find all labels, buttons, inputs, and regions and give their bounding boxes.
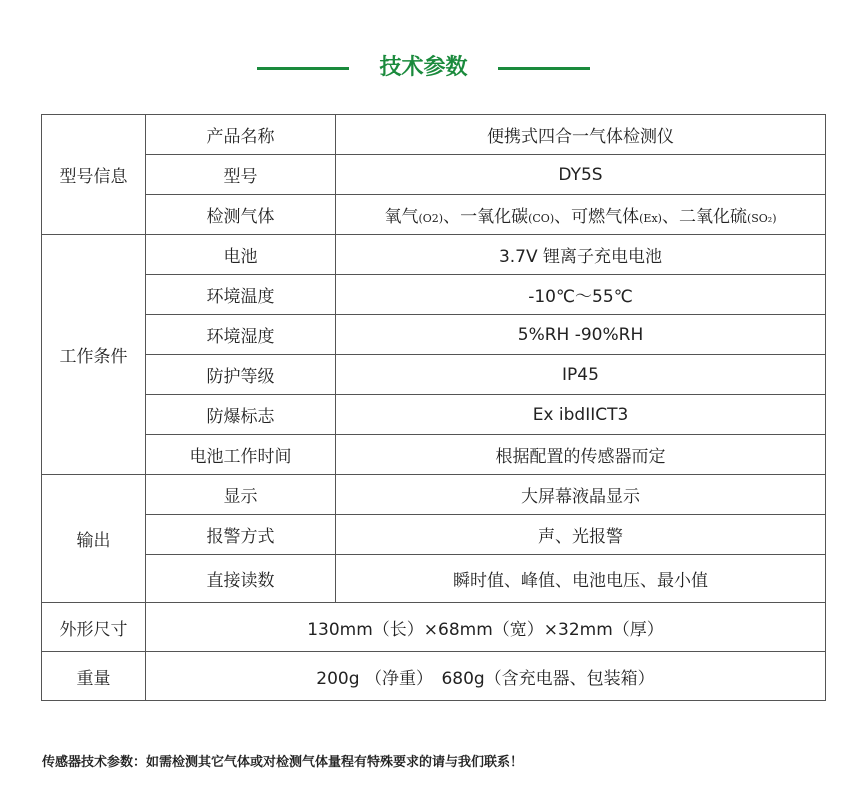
row-label: 报警方式 — [146, 515, 336, 555]
table-row — [42, 395, 826, 435]
title-divider-right — [498, 67, 590, 70]
table-row — [42, 155, 826, 195]
row-value-gases — [336, 195, 826, 235]
table-row — [42, 515, 826, 555]
row-label: 环境湿度 — [146, 315, 336, 355]
table-row — [42, 555, 826, 603]
table-row — [42, 315, 826, 355]
group-work-conditions: 工作条件 — [42, 235, 146, 475]
row-value: 大屏幕液晶显示 — [336, 475, 826, 515]
row-value-weight: 200g （净重） 680g（含充电器、包装箱） — [146, 652, 826, 701]
table-row — [42, 195, 826, 235]
gas-co: 、一氧化碳 — [443, 207, 529, 227]
row-value: 瞬时值、峰值、电池电压、最小值 — [336, 555, 826, 603]
table-row — [42, 475, 826, 515]
row-value: DY5S — [336, 155, 826, 195]
gas-so2-formula: (SO₂) — [746, 212, 777, 225]
section-header — [0, 48, 868, 88]
title-divider-left — [257, 67, 349, 70]
row-label: 产品名称 — [146, 115, 336, 155]
row-label: 检测气体 — [146, 195, 336, 235]
row-value: 根据配置的传感器而定 — [336, 435, 826, 475]
row-label: 环境温度 — [146, 275, 336, 315]
group-model-info: 型号信息 — [42, 115, 146, 235]
table-row — [42, 652, 826, 701]
row-label: 防爆标志 — [146, 395, 336, 435]
row-label: 型号 — [146, 155, 336, 195]
group-weight: 重量 — [42, 652, 146, 701]
table-row — [42, 603, 826, 652]
gas-so2: 、二氧化硫 — [661, 207, 747, 227]
table-row — [42, 435, 826, 475]
gas-oxygen-formula: (O2) — [418, 212, 444, 225]
row-label: 电池工作时间 — [146, 435, 336, 475]
group-output: 输出 — [42, 475, 146, 603]
row-value: IP45 — [336, 355, 826, 395]
row-value: 声、光报警 — [336, 515, 826, 555]
row-label: 防护等级 — [146, 355, 336, 395]
gas-co-formula: (CO) — [528, 212, 555, 225]
group-dimensions: 外形尺寸 — [42, 603, 146, 652]
row-value: 3.7V 锂离子充电电池 — [336, 235, 826, 275]
table-row — [42, 115, 826, 155]
page-title: 技术参数 — [379, 55, 468, 80]
table-row — [42, 355, 826, 395]
row-value: -10℃～55℃ — [336, 275, 826, 315]
row-value: 5%RH -90%RH — [336, 315, 826, 355]
table-row — [42, 235, 826, 275]
footnote: 传感器技术参数：如需检测其它气体或对检测气体量程有特殊要求的请与我们联系！ — [42, 755, 524, 770]
row-value-dimensions: 130mm（长）×68mm（宽）×32mm（厚） — [146, 603, 826, 652]
row-value: Ex ibdIICT3 — [336, 395, 826, 435]
row-label: 直接读数 — [146, 555, 336, 603]
row-value: 便携式四合一气体检测仪 — [336, 115, 826, 155]
gas-combustible-formula: (Ex) — [639, 212, 662, 225]
table-row — [42, 275, 826, 315]
gas-combustible: 、可燃气体 — [554, 207, 640, 227]
gas-oxygen: 氧气 — [384, 207, 419, 227]
spec-table — [41, 114, 826, 701]
row-label: 电池 — [146, 235, 336, 275]
row-label: 显示 — [146, 475, 336, 515]
